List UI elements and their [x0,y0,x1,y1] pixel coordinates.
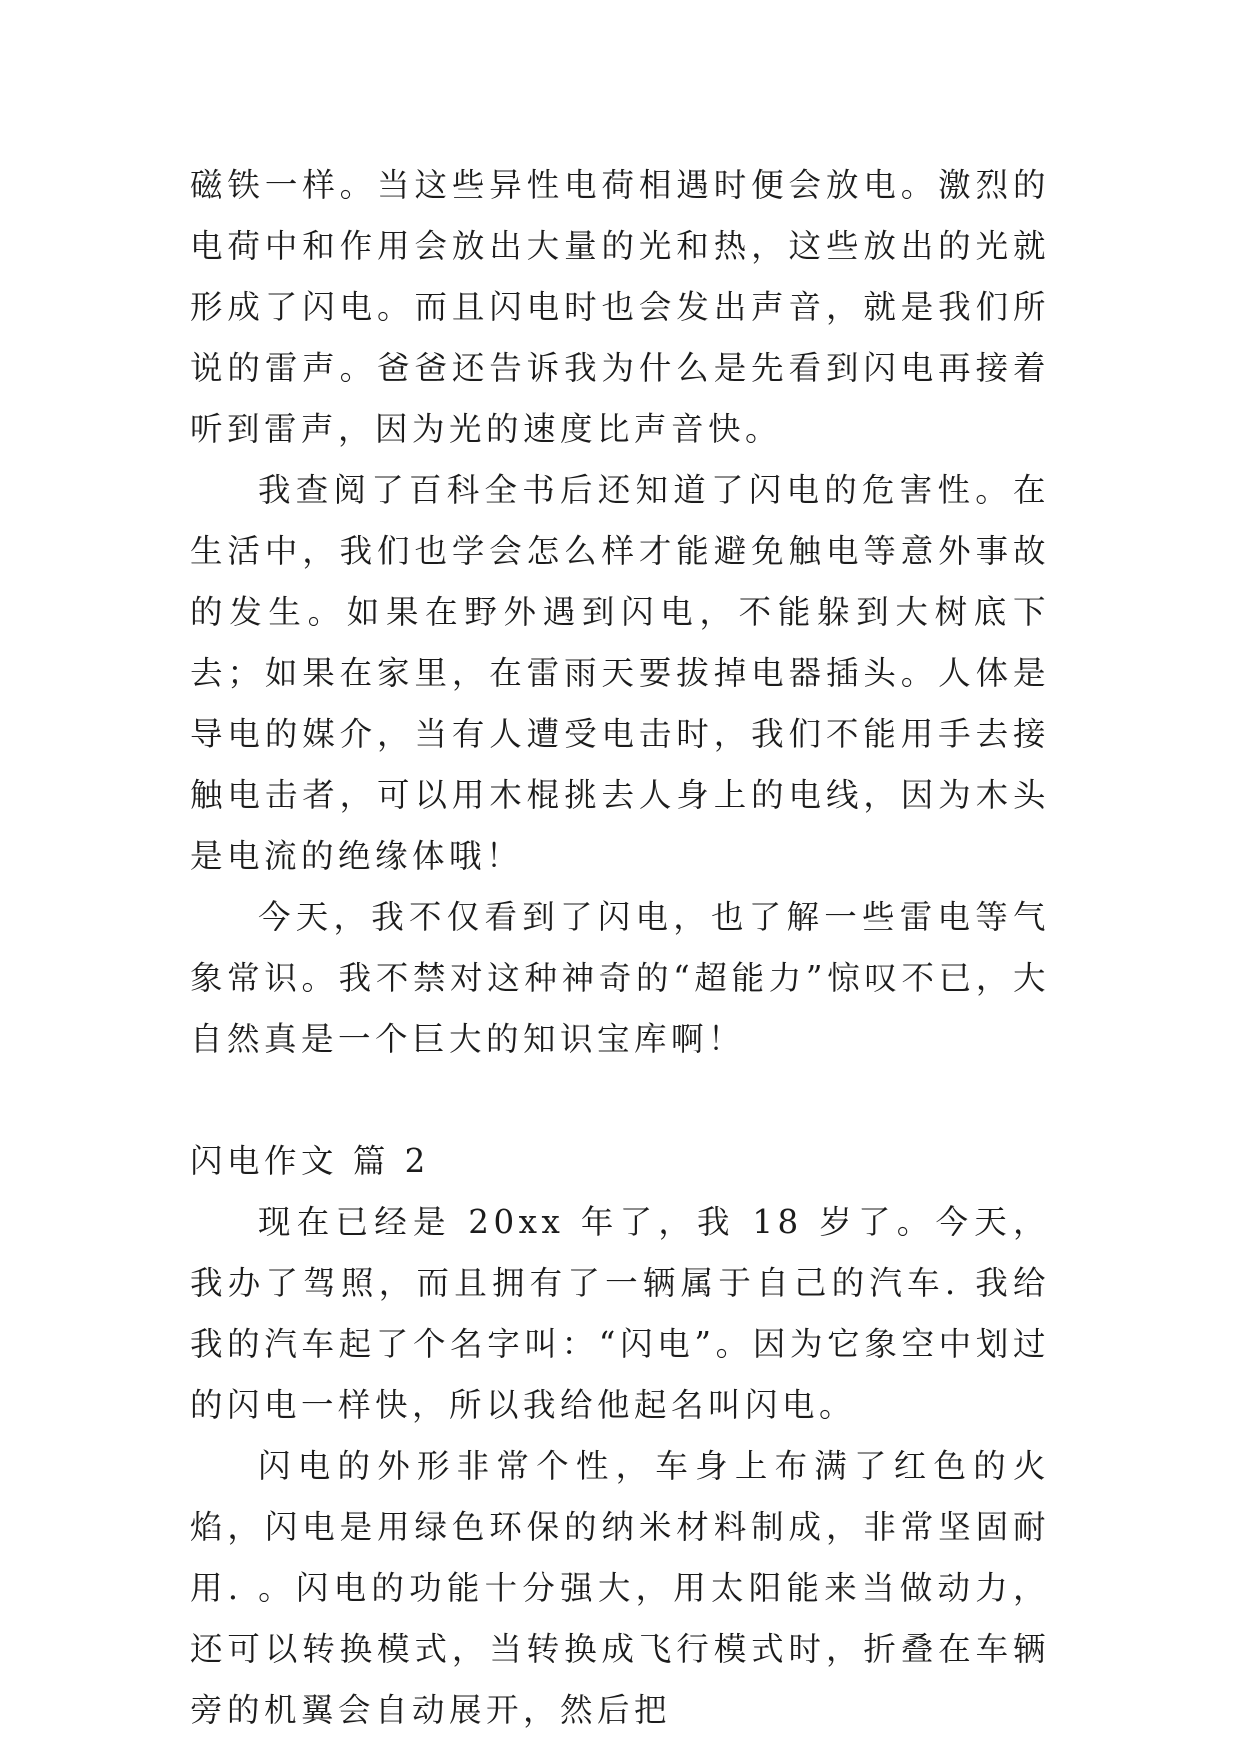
paragraph-lightning-hazards: 我查阅了百科全书后还知道了闪电的危害性。在生活中，我们也学会怎么样才能避免触电等意外事故的发生。如果在野外遇到闪电，不能躲到大树底下去；如果在家里，在雷雨天要拔掉电器插头。人体是导电的媒介，当有人遭受电击时，我们不能用手去接触电击者，可以用木棍挑去人身上的电线，因为木头是电流的绝缘体哦！ [190,471,1050,875]
paragraph-car-features: 闪电的外形非常个性，车身上布满了红色的火焰，闪电是用绿色环保的纳米材料制成，非常坚固耐用. 。闪电的功能十分强大，用太阳能来当做动力，还可以转换模式，当转换成飞行模式时，折叠在车辆旁的机翼会自动展开，然后把 [190,1447,1050,1729]
paragraph-car-intro: 现在已经是 20xx 年了，我 18 岁了。今天，我办了驾照，而且拥有了一辆属于自己的汽车. 我给我的汽车起了个名字叫：“闪电”。因为它象空中划过的闪电一样快，所以我给他起名叫闪电。 [190,1203,1050,1424]
document-body [190,155,1050,1741]
paragraph-continuation: 磁铁一样。当这些异性电荷相遇时便会放电。激烈的电荷中和作用会放出大量的光和热，这些放出的光就形成了闪电。而且闪电时也会发出声音，就是我们所说的雷声。爸爸还告诉我为什么是先看到闪电再接着听到雷声，因为光的速度比声音快。 [190,166,1050,448]
section-heading: 闪电作文 篇 2 [190,1142,430,1180]
section-spacer [190,1070,1050,1131]
paragraph-today-conclusion: 今天，我不仅看到了闪电，也了解一些雷电等气象常识。我不禁对这种神奇的“超能力”惊叹不已，大自然真是一个巨大的知识宝库啊！ [190,898,1050,1058]
